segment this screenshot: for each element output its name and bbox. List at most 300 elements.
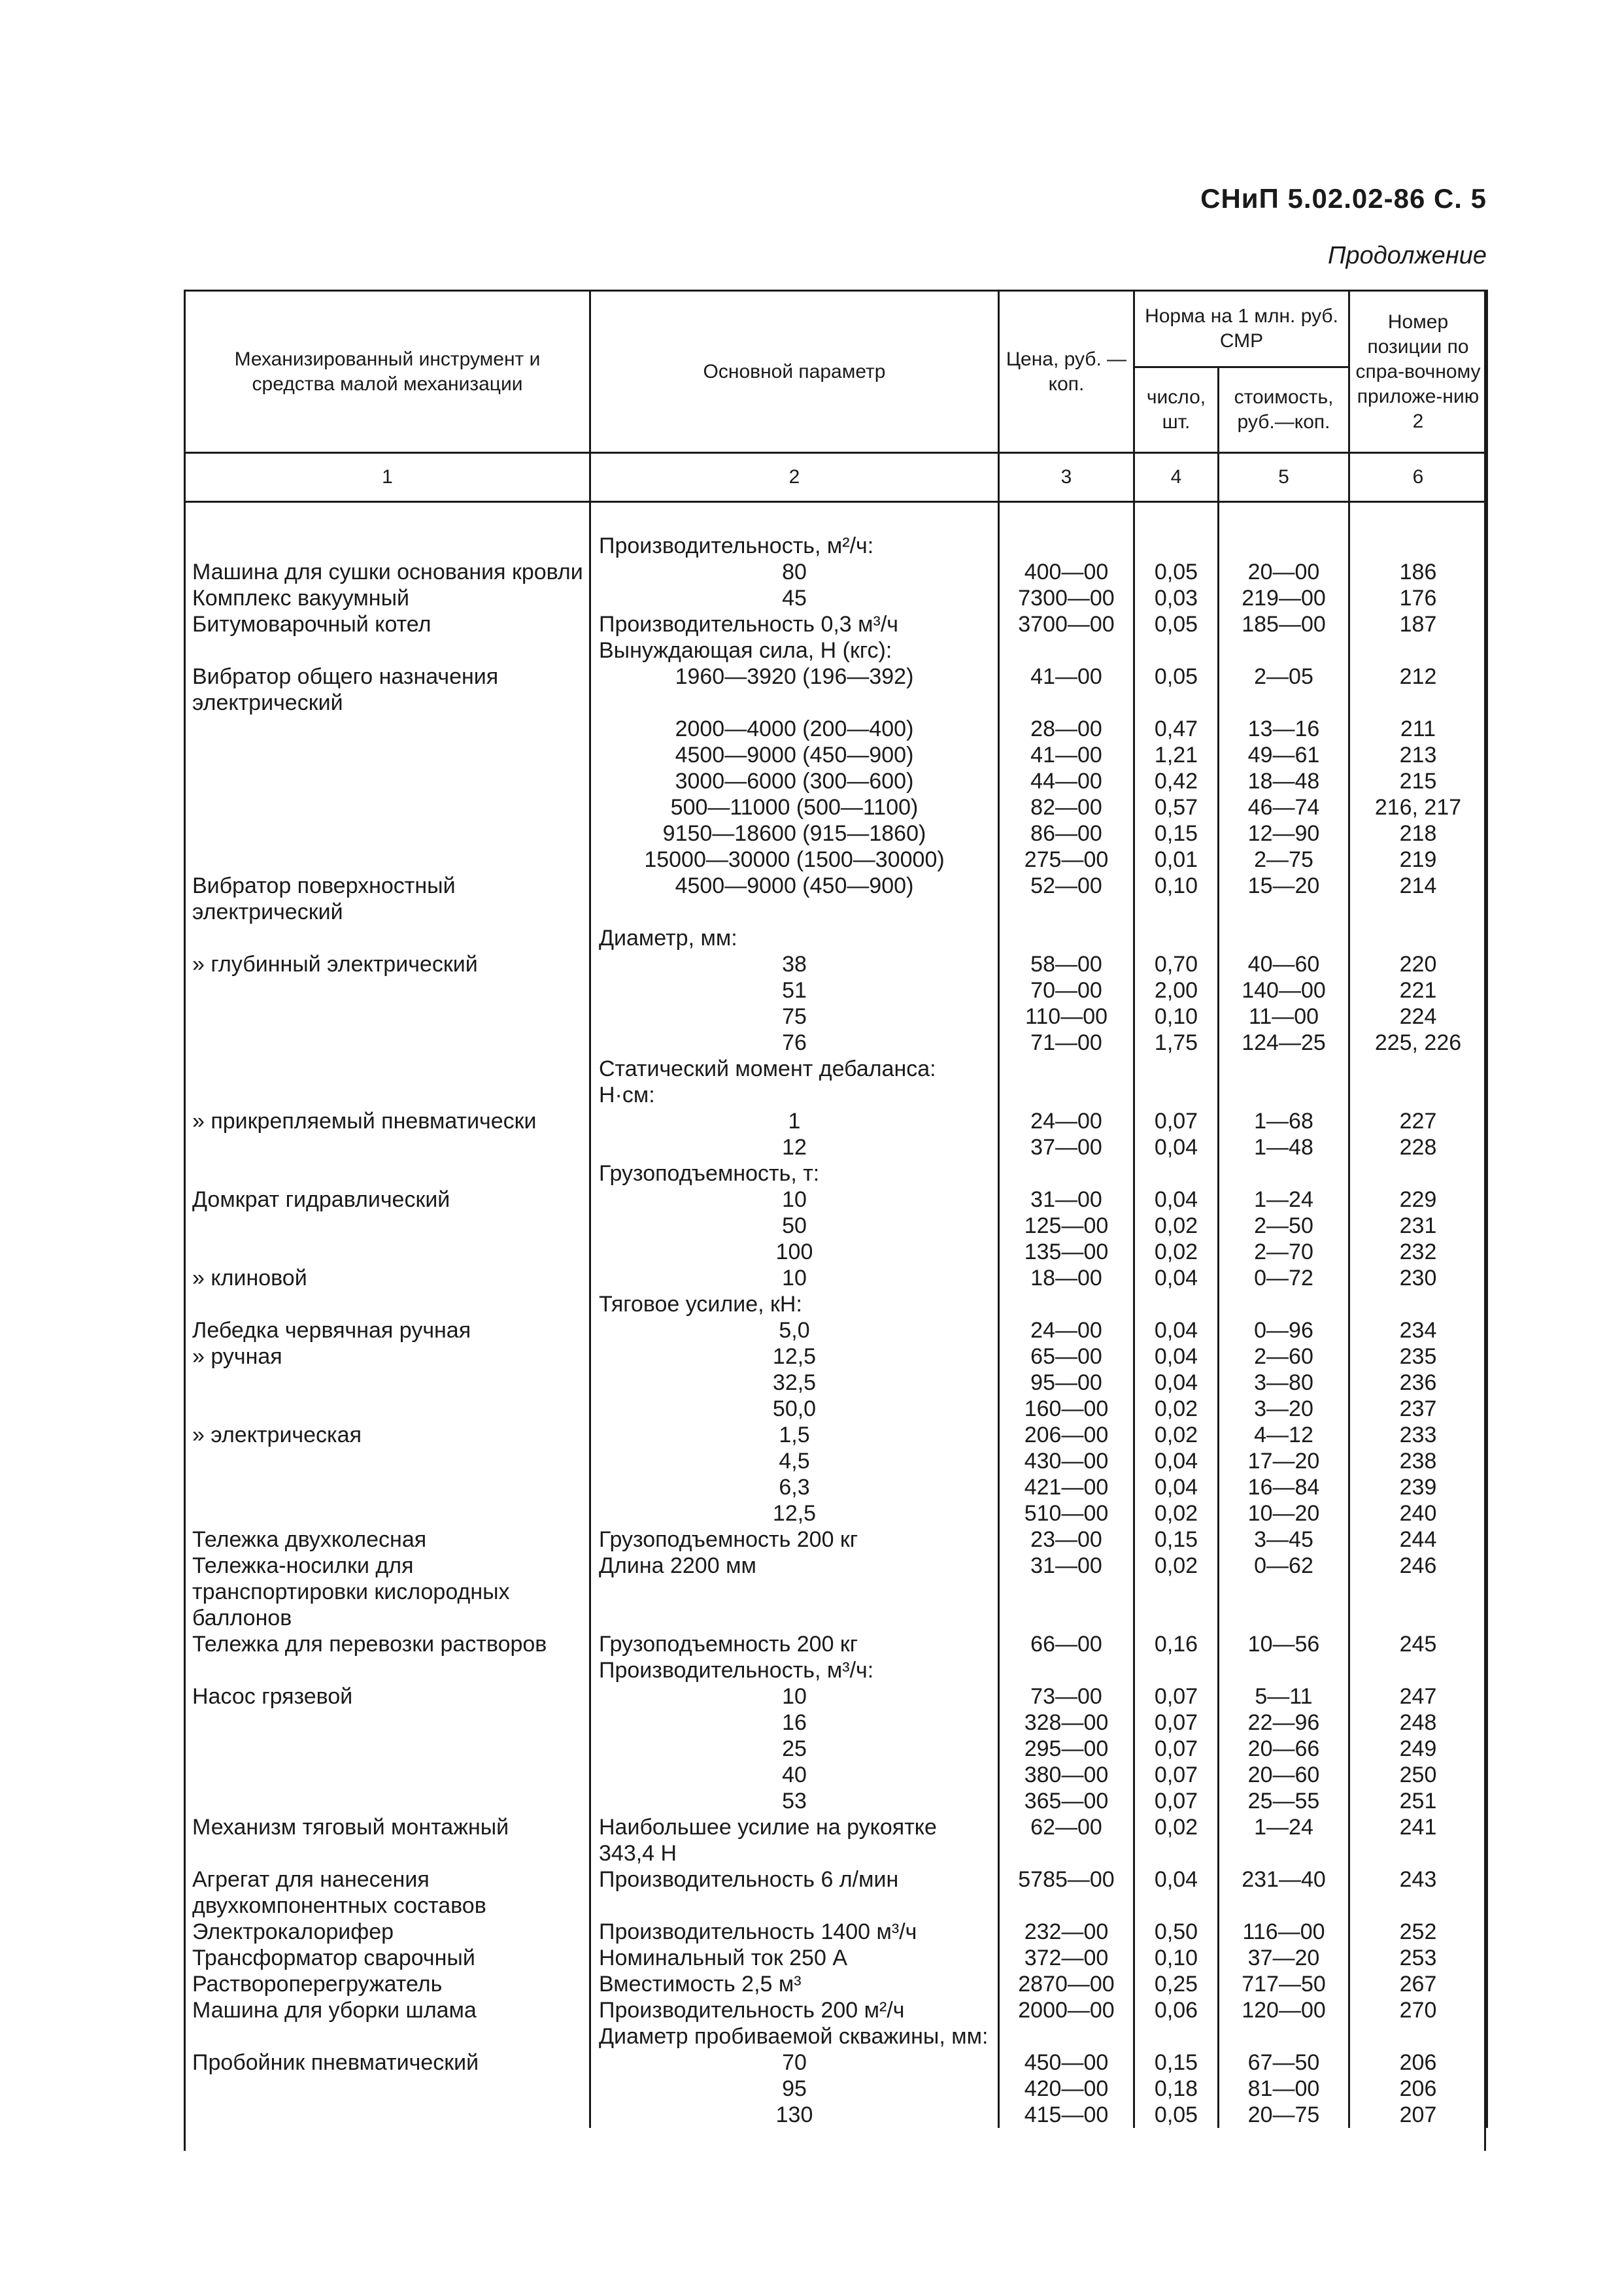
cost-cell: 25—55 (1219, 1788, 1349, 1814)
table-row (185, 742, 1487, 768)
position-cell: 236 (1349, 1370, 1487, 1396)
parameter-cell: 15000—30000 (1500—30000) (590, 847, 999, 873)
tool-name-cell (185, 1736, 590, 1762)
price-cell: 421—00 (999, 1474, 1134, 1500)
table-row (185, 2049, 1487, 2076)
cost-cell (1219, 533, 1349, 559)
cost-cell (1219, 1657, 1349, 1683)
tool-name-cell (185, 794, 590, 820)
column-header-parameter: Основной параметр (590, 291, 999, 453)
count-cell: 0,70 (1134, 951, 1219, 977)
price-cell: 135—00 (999, 1239, 1134, 1265)
position-cell: 245 (1349, 1631, 1487, 1657)
cost-cell: 12—90 (1219, 820, 1349, 847)
cost-cell: 10—20 (1219, 1500, 1349, 1527)
tool-name-cell: Комплекс вакуумный (185, 585, 590, 611)
count-cell: 0,47 (1134, 716, 1219, 742)
column-header-price: Цена, руб. — коп. (999, 291, 1134, 453)
parameter-cell: Грузоподъемность, т: (590, 1160, 999, 1187)
table-row (185, 1683, 1487, 1710)
price-cell (999, 533, 1134, 559)
cost-cell: 37—20 (1219, 1945, 1349, 1971)
parameter-cell: 2000—4000 (200—400) (590, 716, 999, 742)
table-row (185, 794, 1487, 820)
cost-cell: 5—11 (1219, 1683, 1349, 1710)
parameter-cell: Производительность, м³/ч: (590, 1657, 999, 1683)
table-row (185, 847, 1487, 873)
price-cell (999, 1056, 1134, 1108)
table-spacer-row (185, 502, 1487, 533)
position-cell: 251 (1349, 1788, 1487, 1814)
cost-cell: 185—00 (1219, 611, 1349, 637)
cost-cell: 10—56 (1219, 1631, 1349, 1657)
cost-cell: 0—62 (1219, 1553, 1349, 1631)
table-row (185, 1056, 1487, 1108)
price-cell: 66—00 (999, 1631, 1134, 1657)
column-header-count: число, шт. (1134, 367, 1219, 453)
tool-name-cell (185, 533, 590, 559)
tool-name-cell: Трансформатор сварочный (185, 1945, 590, 1971)
price-cell (999, 1657, 1134, 1683)
price-cell: 365—00 (999, 1788, 1134, 1814)
parameter-cell: 100 (590, 1239, 999, 1265)
price-cell (999, 1291, 1134, 1317)
price-cell: 52—00 (999, 873, 1134, 925)
price-cell (999, 637, 1134, 664)
tool-name-cell (185, 1448, 590, 1474)
position-cell: 225, 226 (1349, 1030, 1487, 1056)
tool-name-cell (185, 2102, 590, 2128)
table-row (185, 2102, 1487, 2128)
parameter-cell: 1960—3920 (196—392) (590, 664, 999, 716)
tool-name-cell (185, 820, 590, 847)
table-row (185, 1997, 1487, 2023)
column-header-tool: Механизированный инструмент и средства малой механизации (185, 291, 590, 453)
count-cell: 0,02 (1134, 1422, 1219, 1448)
parameter-cell: 40 (590, 1762, 999, 1788)
table-row (185, 1160, 1487, 1187)
price-cell: 95—00 (999, 1370, 1134, 1396)
count-cell: 0,16 (1134, 1631, 1219, 1657)
table-row (185, 1134, 1487, 1160)
count-cell: 0,04 (1134, 1343, 1219, 1370)
position-cell: 249 (1349, 1736, 1487, 1762)
table-row (185, 664, 1487, 716)
position-cell: 231 (1349, 1213, 1487, 1239)
count-cell: 0,10 (1134, 1945, 1219, 1971)
parameter-cell: 4500—9000 (450—900) (590, 873, 999, 925)
price-cell: 5785—00 (999, 1866, 1134, 1919)
machinery-table (184, 290, 1488, 2128)
position-cell: 221 (1349, 977, 1487, 1004)
parameter-cell: 53 (590, 1788, 999, 1814)
cost-cell: 1—68 (1219, 1108, 1349, 1134)
price-cell: 430—00 (999, 1448, 1134, 1474)
count-cell: 0,05 (1134, 2102, 1219, 2128)
price-cell: 328—00 (999, 1710, 1134, 1736)
cost-cell: 2—50 (1219, 1213, 1349, 1239)
count-cell: 0,18 (1134, 2076, 1219, 2102)
table-row (185, 1866, 1487, 1919)
count-cell: 0,04 (1134, 1187, 1219, 1213)
count-cell: 0,04 (1134, 1370, 1219, 1396)
table-row (185, 1396, 1487, 1422)
price-cell: 62—00 (999, 1814, 1134, 1866)
position-cell: 227 (1349, 1108, 1487, 1134)
count-cell (1134, 1056, 1219, 1108)
table-row (185, 1553, 1487, 1631)
position-cell (1349, 1160, 1487, 1187)
count-cell: 0,07 (1134, 1788, 1219, 1814)
table-row (185, 1788, 1487, 1814)
position-cell: 230 (1349, 1265, 1487, 1291)
tool-name-cell (185, 1004, 590, 1030)
price-cell: 372—00 (999, 1945, 1134, 1971)
count-cell: 0,04 (1134, 1448, 1219, 1474)
cost-cell: 15—20 (1219, 873, 1349, 925)
cost-cell (1219, 1160, 1349, 1187)
parameter-cell: 12 (590, 1134, 999, 1160)
table-header (185, 291, 1487, 502)
position-cell: 228 (1349, 1134, 1487, 1160)
count-cell: 0,50 (1134, 1919, 1219, 1945)
parameter-cell: 4,5 (590, 1448, 999, 1474)
count-cell: 2,00 (1134, 977, 1219, 1004)
tool-name-cell: Вибратор общего назначения электрический (185, 664, 590, 716)
column-number: 6 (1349, 453, 1487, 502)
parameter-cell: Номинальный ток 250 А (590, 1945, 999, 1971)
parameter-cell: Грузоподъемность 200 кг (590, 1631, 999, 1657)
position-cell: 229 (1349, 1187, 1487, 1213)
tool-name-cell (185, 1160, 590, 1187)
tool-name-cell (185, 1474, 590, 1500)
table-row (185, 1239, 1487, 1265)
tool-name-cell (185, 925, 590, 951)
tool-name-cell: » электрическая (185, 1422, 590, 1448)
price-cell: 24—00 (999, 1317, 1134, 1343)
parameter-cell: 3000—6000 (300—600) (590, 768, 999, 794)
price-cell: 110—00 (999, 1004, 1134, 1030)
parameter-cell: Диаметр пробиваемой скважины, мм: (590, 2023, 999, 2049)
price-cell: 380—00 (999, 1762, 1134, 1788)
position-cell: 220 (1349, 951, 1487, 977)
cost-cell: 4—12 (1219, 1422, 1349, 1448)
table-row (185, 1030, 1487, 1056)
count-cell: 0,04 (1134, 1134, 1219, 1160)
table-row (185, 873, 1487, 925)
price-cell: 31—00 (999, 1553, 1134, 1631)
position-cell (1349, 1291, 1487, 1317)
parameter-cell: 50 (590, 1213, 999, 1239)
parameter-cell: 38 (590, 951, 999, 977)
tool-name-cell (185, 1370, 590, 1396)
cost-cell: 2—75 (1219, 847, 1349, 873)
count-cell: 0,10 (1134, 873, 1219, 925)
tool-name-cell: Машина для сушки основания кровли (185, 559, 590, 585)
count-cell: 0,25 (1134, 1971, 1219, 1997)
parameter-cell: Тяговое усилие, кН: (590, 1291, 999, 1317)
tool-name-cell: Пробойник пневматический (185, 2049, 590, 2076)
document-reference: СНиП 5.02.02-86 С. 5 (1200, 183, 1487, 214)
count-cell: 0,06 (1134, 1997, 1219, 2023)
parameter-cell: 1 (590, 1108, 999, 1134)
parameter-cell: Производительность 6 л/мин (590, 1866, 999, 1919)
cost-cell: 22—96 (1219, 1710, 1349, 1736)
position-cell: 212 (1349, 664, 1487, 716)
parameter-cell: 1,5 (590, 1422, 999, 1448)
position-cell: 214 (1349, 873, 1487, 925)
table-body (185, 502, 1487, 2129)
table-row (185, 1527, 1487, 1553)
tool-name-cell (185, 716, 590, 742)
tool-name-cell: Механизм тяговый монтажный (185, 1814, 590, 1866)
tool-name-cell: Агрегат для нанесения двухкомпонентных составов (185, 1866, 590, 1919)
tool-name-cell (185, 847, 590, 873)
column-header-cost: стоимость, руб.—коп. (1219, 367, 1349, 453)
parameter-cell: 95 (590, 2076, 999, 2102)
cost-cell: 3—45 (1219, 1527, 1349, 1553)
cost-cell: 18—48 (1219, 768, 1349, 794)
parameter-cell: 10 (590, 1683, 999, 1710)
price-cell: 275—00 (999, 847, 1134, 873)
price-cell: 28—00 (999, 716, 1134, 742)
count-cell: 0,04 (1134, 1265, 1219, 1291)
position-cell: 215 (1349, 768, 1487, 794)
table-row (185, 1657, 1487, 1683)
table-row (185, 768, 1487, 794)
count-cell: 0,05 (1134, 664, 1219, 716)
position-cell (1349, 637, 1487, 664)
count-cell: 0,07 (1134, 1736, 1219, 1762)
price-cell: 2000—00 (999, 1997, 1134, 2023)
table-row (185, 533, 1487, 559)
table-row (185, 1187, 1487, 1213)
tool-name-cell: Машина для уборки шлама (185, 1997, 590, 2023)
position-cell: 211 (1349, 716, 1487, 742)
parameter-cell: 16 (590, 1710, 999, 1736)
table-row (185, 2076, 1487, 2102)
cost-cell: 3—80 (1219, 1370, 1349, 1396)
price-cell (999, 2023, 1134, 2049)
cost-cell: 140—00 (1219, 977, 1349, 1004)
tool-name-cell (185, 1657, 590, 1683)
cost-cell (1219, 1056, 1349, 1108)
count-cell: 0,03 (1134, 585, 1219, 611)
tool-name-cell (185, 1239, 590, 1265)
position-cell (1349, 533, 1487, 559)
count-cell: 0,07 (1134, 1683, 1219, 1710)
cost-cell: 717—50 (1219, 1971, 1349, 1997)
parameter-cell: 12,5 (590, 1500, 999, 1527)
table-row (185, 1631, 1487, 1657)
table-row (185, 1919, 1487, 1945)
parameter-cell: 130 (590, 2102, 999, 2128)
position-cell: 218 (1349, 820, 1487, 847)
position-cell (1349, 1056, 1487, 1108)
table-row (185, 1814, 1487, 1866)
price-cell: 86—00 (999, 820, 1134, 847)
count-cell: 0,04 (1134, 1866, 1219, 1919)
count-cell: 0,02 (1134, 1814, 1219, 1866)
cost-cell (1219, 637, 1349, 664)
table-row (185, 559, 1487, 585)
parameter-cell: 5,0 (590, 1317, 999, 1343)
tool-name-cell: Вибратор поверхностный электрический (185, 873, 590, 925)
count-cell: 0,57 (1134, 794, 1219, 820)
count-cell: 0,07 (1134, 1108, 1219, 1134)
tool-name-cell: Лебедка червячная ручная (185, 1317, 590, 1343)
position-cell (1349, 2023, 1487, 2049)
cost-cell (1219, 925, 1349, 951)
tool-name-cell (185, 2076, 590, 2102)
cost-cell: 20—66 (1219, 1736, 1349, 1762)
column-number: 3 (999, 453, 1134, 502)
position-cell: 187 (1349, 611, 1487, 637)
count-cell: 0,02 (1134, 1553, 1219, 1631)
tool-name-cell (185, 1291, 590, 1317)
price-cell: 206—00 (999, 1422, 1134, 1448)
cost-cell: 124—25 (1219, 1030, 1349, 1056)
table-row (185, 1422, 1487, 1448)
position-cell: 186 (1349, 559, 1487, 585)
parameter-cell: Грузоподъемность 200 кг (590, 1527, 999, 1553)
cost-cell: 20—60 (1219, 1762, 1349, 1788)
count-cell (1134, 2023, 1219, 2049)
position-cell: 234 (1349, 1317, 1487, 1343)
column-number: 1 (185, 453, 590, 502)
count-cell: 0,02 (1134, 1213, 1219, 1239)
parameter-cell: 12,5 (590, 1343, 999, 1370)
cost-cell: 1—48 (1219, 1134, 1349, 1160)
parameter-cell: Производительность 200 м²/ч (590, 1997, 999, 2023)
price-cell: 160—00 (999, 1396, 1134, 1422)
parameter-cell: Диаметр, мм: (590, 925, 999, 951)
cost-cell: 20—75 (1219, 2102, 1349, 2128)
column-number: 5 (1219, 453, 1349, 502)
table-row (185, 1291, 1487, 1317)
tool-name-cell: » ручная (185, 1343, 590, 1370)
position-cell: 206 (1349, 2049, 1487, 2076)
table-row (185, 1370, 1487, 1396)
table-row (185, 820, 1487, 847)
tool-name-cell: » глубинный электрический (185, 951, 590, 977)
price-cell: 70—00 (999, 977, 1134, 1004)
tool-name-cell: Битумоварочный котел (185, 611, 590, 637)
count-cell: 0,02 (1134, 1239, 1219, 1265)
price-cell: 450—00 (999, 2049, 1134, 2076)
parameter-cell: Производительность, м²/ч: (590, 533, 999, 559)
table-row (185, 1736, 1487, 1762)
table-row (185, 1004, 1487, 1030)
count-cell: 0,02 (1134, 1396, 1219, 1422)
position-cell: 235 (1349, 1343, 1487, 1370)
parameter-cell: Производительность 1400 м³/ч (590, 1919, 999, 1945)
parameter-cell: Вместимость 2,5 м³ (590, 1971, 999, 1997)
cost-cell: 49—61 (1219, 742, 1349, 768)
tool-name-cell: Растворoперегружатель (185, 1971, 590, 1997)
position-cell: 233 (1349, 1422, 1487, 1448)
count-cell: 0,10 (1134, 1004, 1219, 1030)
cost-cell: 20—00 (1219, 559, 1349, 585)
cost-cell: 219—00 (1219, 585, 1349, 611)
price-cell: 58—00 (999, 951, 1134, 977)
count-cell (1134, 533, 1219, 559)
price-cell: 37—00 (999, 1134, 1134, 1160)
tool-name-cell: Домкрат гидравлический (185, 1187, 590, 1213)
tool-name-cell (185, 977, 590, 1004)
table-row (185, 1971, 1487, 1997)
continuation-label: Продолжение (1328, 242, 1487, 269)
cost-cell: 3—20 (1219, 1396, 1349, 1422)
price-cell (999, 1160, 1134, 1187)
price-cell: 71—00 (999, 1030, 1134, 1056)
table-row (185, 1762, 1487, 1788)
cost-cell: 2—60 (1219, 1343, 1349, 1370)
count-cell: 0,42 (1134, 768, 1219, 794)
position-cell: 246 (1349, 1553, 1487, 1631)
price-cell: 125—00 (999, 1213, 1134, 1239)
tool-name-cell (185, 1762, 590, 1788)
table-row (185, 951, 1487, 977)
tool-name-cell (185, 742, 590, 768)
position-cell: 224 (1349, 1004, 1487, 1030)
position-cell: 243 (1349, 1866, 1487, 1919)
table-row (185, 1108, 1487, 1134)
cost-cell: 1—24 (1219, 1814, 1349, 1866)
position-cell: 219 (1349, 847, 1487, 873)
count-cell: 0,15 (1134, 2049, 1219, 2076)
column-number: 2 (590, 453, 999, 502)
position-cell: 232 (1349, 1239, 1487, 1265)
count-cell (1134, 637, 1219, 664)
price-cell: 31—00 (999, 1187, 1134, 1213)
cost-cell: 81—00 (1219, 2076, 1349, 2102)
cost-cell: 46—74 (1219, 794, 1349, 820)
position-cell: 207 (1349, 2102, 1487, 2128)
tool-name-cell (185, 2023, 590, 2049)
count-cell: 0,07 (1134, 1710, 1219, 1736)
price-cell: 3700—00 (999, 611, 1134, 637)
price-cell: 41—00 (999, 664, 1134, 716)
parameter-cell: Производительность 0,3 м³/ч (590, 611, 999, 637)
parameter-cell: 9150—18600 (915—1860) (590, 820, 999, 847)
price-cell: 415—00 (999, 2102, 1134, 2128)
position-cell: 267 (1349, 1971, 1487, 1997)
count-cell: 0,04 (1134, 1317, 1219, 1343)
count-cell: 0,01 (1134, 847, 1219, 873)
tool-name-cell (185, 1056, 590, 1108)
parameter-cell: 70 (590, 2049, 999, 2076)
table-row (185, 637, 1487, 664)
price-cell: 2870—00 (999, 1971, 1134, 1997)
price-cell: 18—00 (999, 1265, 1134, 1291)
position-cell: 247 (1349, 1683, 1487, 1710)
cost-cell: 2—05 (1219, 664, 1349, 716)
table-row (185, 611, 1487, 637)
price-cell (999, 925, 1134, 951)
price-cell: 7300—00 (999, 585, 1134, 611)
table-row (185, 1343, 1487, 1370)
cost-cell: 2—70 (1219, 1239, 1349, 1265)
table-row (185, 1317, 1487, 1343)
position-cell: 237 (1349, 1396, 1487, 1422)
count-cell (1134, 1160, 1219, 1187)
tool-name-cell: Тележка для перевозки растворов (185, 1631, 590, 1657)
count-cell: 0,02 (1134, 1500, 1219, 1527)
table-row (185, 1448, 1487, 1474)
table-row (185, 716, 1487, 742)
count-cell (1134, 925, 1219, 951)
